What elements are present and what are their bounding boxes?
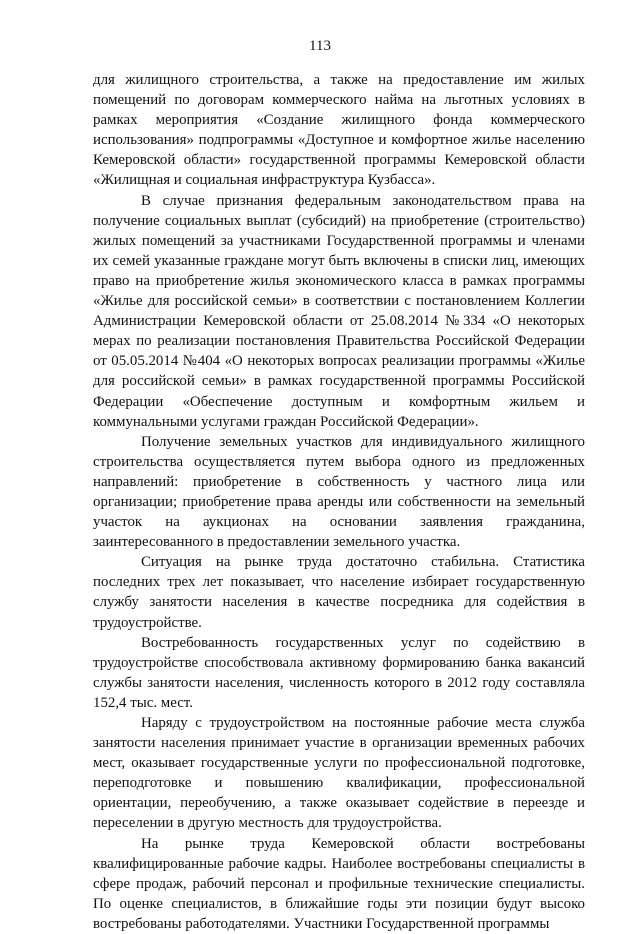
paragraph-continuation: для жилищного строительства, а также на предоставление им жилых помещений по договорам коммерческого найма на льготных условиях в рамках мероприятия «Создание жилищного фонда коммерческого использования» подпрограммы «Доступное и комфортное жилье населению Кемеровской области» государственной программы Кемеровской области «Жилищная и социальная инфраструктура Кузбасса». (93, 72, 585, 189)
paragraph: Наряду с трудоустройством на постоянные рабочие места служба занятости населения принимает участие в организации временных рабочих мест, оказывает государственные услуги по профессиональной подготовке, переподготовке и повышению квалификации, профессиональной ориентации, переобучению, а также оказывает содействие в переезде и переселении в другую местность для трудоустройства. (93, 715, 585, 832)
page-number: 113 (309, 38, 331, 54)
paragraph: Получение земельных участков для индивидуального жилищного строительства осуществляется путем выбора одного из предложенных направлений: приобретение в собственность у частного лица или организации; приобретение права аренды или собственности на земельный участок на аукционах на основании заявления гражданина, заинтересованного в предоставлении земельного участка. (93, 433, 585, 551)
paragraph: В случае признания федеральным законодательством права на получение социальных выплат (субсидий) на приобретение (строительство) жилых помещений за участниками Государственной программы и членами их семей указанные граждане могут быть включены в списки лиц, имеющих право на приобретение жилья экономического класса в рамках программы «Жилье для российской семьи» в соответствии с постановлением Коллегии Администрации Кемеровской области от 25.08.2014 №334 «О некоторых мерах по реализации постановления Правительства Российской Федерации от 05.05.2014 №404 «О некоторых вопросах реализации программы «Жилье для российской семьи» в рамках государственной программы Российской Федерации «Обеспечение доступным и комфортным жильем и коммунальными услугами граждан Российской Федерации». (93, 192, 585, 430)
document-body (93, 70, 585, 934)
paragraph: На рынке труда Кемеровской области востребованы квалифицированные рабочие кадры. Наиболее востребованы специалисты в сфере продаж, рабочий персонал и профильные технические специалисты. По оценке специалистов, в ближайшие годы эти позиции будут высоко востребованы работодателями. Участники Государственной программы (93, 835, 585, 932)
paragraph: Ситуация на рынке труда достаточно стабильна. Статистика последних трех лет показывает, что население избирает государственную службу занятости населения в качестве посредника для содействия в трудоустройстве. (93, 554, 585, 631)
paragraph: Востребованность государственных услуг по содействию в трудоустройстве способствовала активному формированию банка вакансий службы занятости населения, численность которого в 2012 году составляла 152,4 тыс. мест. (93, 634, 585, 711)
